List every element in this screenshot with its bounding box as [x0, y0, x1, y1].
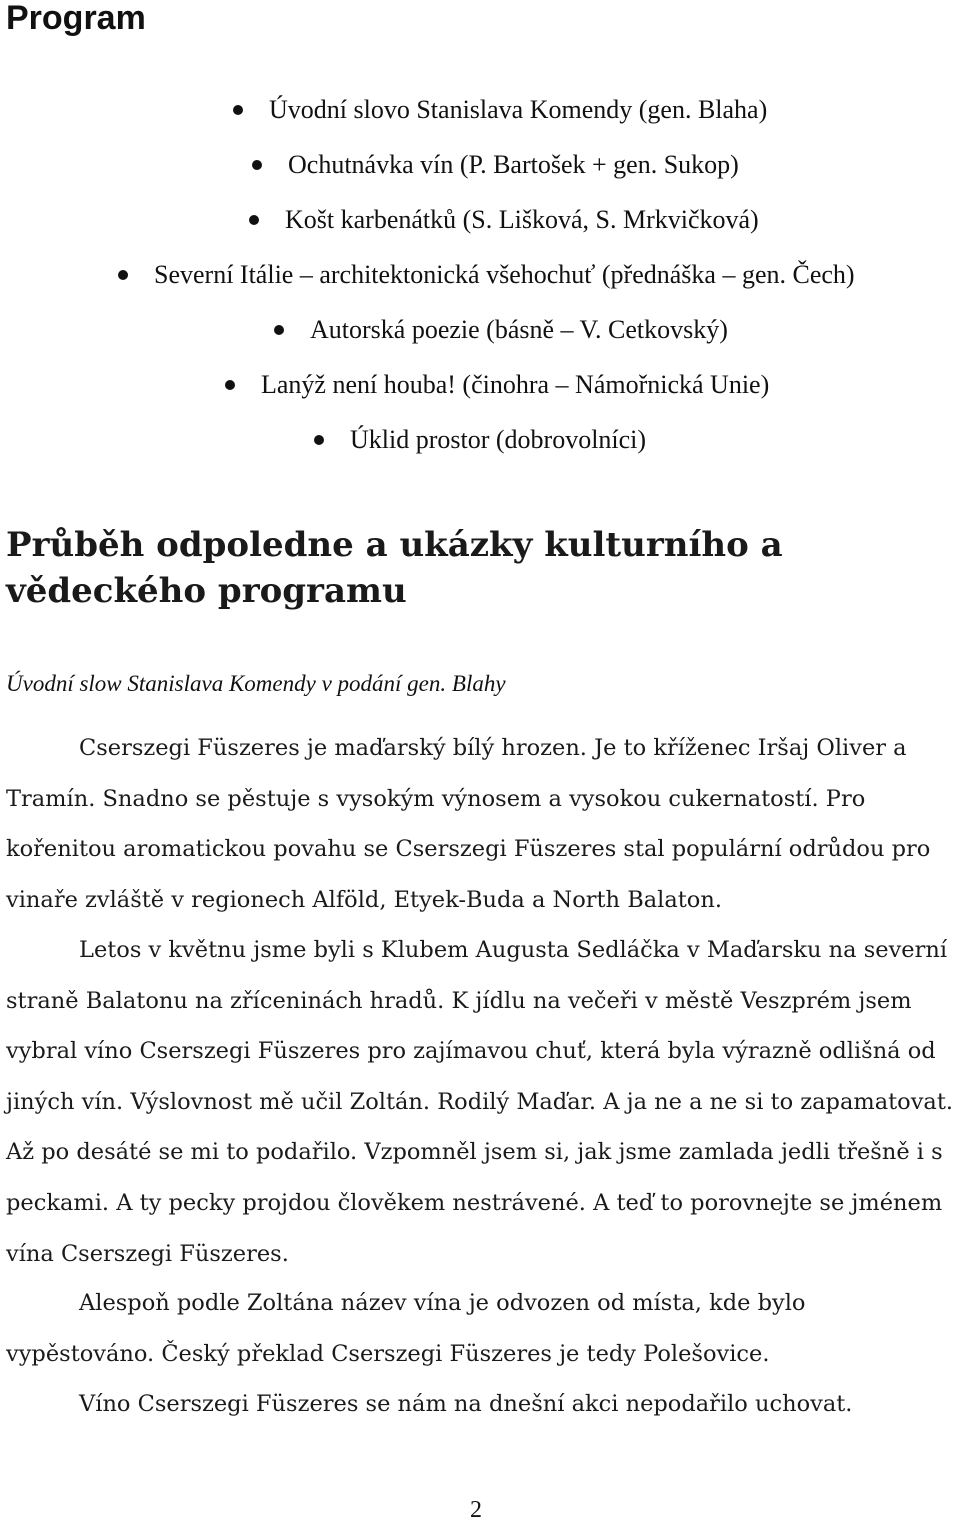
program-item — [252, 145, 739, 185]
bullet-icon — [233, 105, 243, 115]
body-paragraph: Alespoň podle Zoltána název vína je odvozen od místa, kde bylo vypěstováno. Český překlad Cserszegi Füszeres je tedy Polešovice. — [6, 1290, 806, 1367]
bullet-icon — [314, 435, 324, 445]
bullet-icon — [225, 380, 235, 390]
program-item-text: Autorská poezie (básně – V. Cetkovský) — [310, 315, 728, 344]
program-item — [118, 255, 855, 295]
program-item — [225, 365, 769, 405]
section-subtitle: Úvodní slow Stanislava Komendy v podání gen. Blahy — [6, 671, 506, 696]
program-item-text: Severní Itálie – architektonická všehochuť (přednáška – gen. Čech) — [154, 260, 855, 289]
program-item — [233, 90, 767, 130]
program-item — [314, 420, 646, 460]
program-item-text: Ochutnávka vín (P. Bartošek + gen. Sukop) — [288, 150, 739, 179]
program-item-text: Úklid prostor (dobrovolníci) — [350, 425, 647, 454]
page-number: 2 — [470, 1497, 482, 1523]
page-heading: Program — [6, 0, 146, 37]
body-paragraph: Víno Cserszegi Füszeres se nám na dnešní akci nepodařilo uchovat. — [79, 1391, 853, 1417]
bullet-icon — [249, 215, 259, 225]
body-paragraph: Cserszegi Füszeres je maďarský bílý hrozen. Je to kříženec Iršaj Oliver a Tramín. Snadno se pěstuje s vysokým výnosem a vysokou cukernatostí. Pro kořenitou aromatickou povahu se Cserszegi Füszeres stal populární odrůdou pro vinaře zvláště v regionech Alföld, Etyek-Buda a North Balaton. — [6, 735, 931, 913]
bullet-icon — [252, 160, 262, 170]
program-item — [249, 200, 759, 240]
program-item-text: Úvodní slovo Stanislava Komendy (gen. Blaha) — [269, 95, 768, 124]
program-item-text: Lanýž není houba! (činohra – Námořnická Unie) — [261, 370, 770, 399]
bullet-icon — [118, 270, 128, 280]
program-item-text: Košt karbenátků (S. Lišková, S. Mrkvičková) — [285, 205, 759, 234]
bullet-icon — [274, 325, 284, 335]
section-title: Průběh odpoledne a ukázky kulturního a vědeckého programu — [6, 525, 783, 611]
body-paragraph: Letos v květnu jsme byli s Klubem Augusta Sedláčka v Maďarsku na severní straně Balatonu na zříceninách hradů. K jídlu na večeři v městě Veszprém jsem vybral víno Cserszegi Füszeres pro zajímavou chuť, která byla výrazně odlišná od jiných vín. Výslovnost mě učil Zoltán. Rodilý Maďar. A ja ne a ne si to zapamatovat. Až po desáté se mi to podařilo. Vzpomněl jsem si, jak jsme zamlada jedli třešně i s peckami. A ty pecky projdou člověkem nestrávené. A teď to porovnejte se jménem vína Cserszegi Füszeres. — [6, 937, 954, 1267]
program-item — [274, 310, 728, 350]
